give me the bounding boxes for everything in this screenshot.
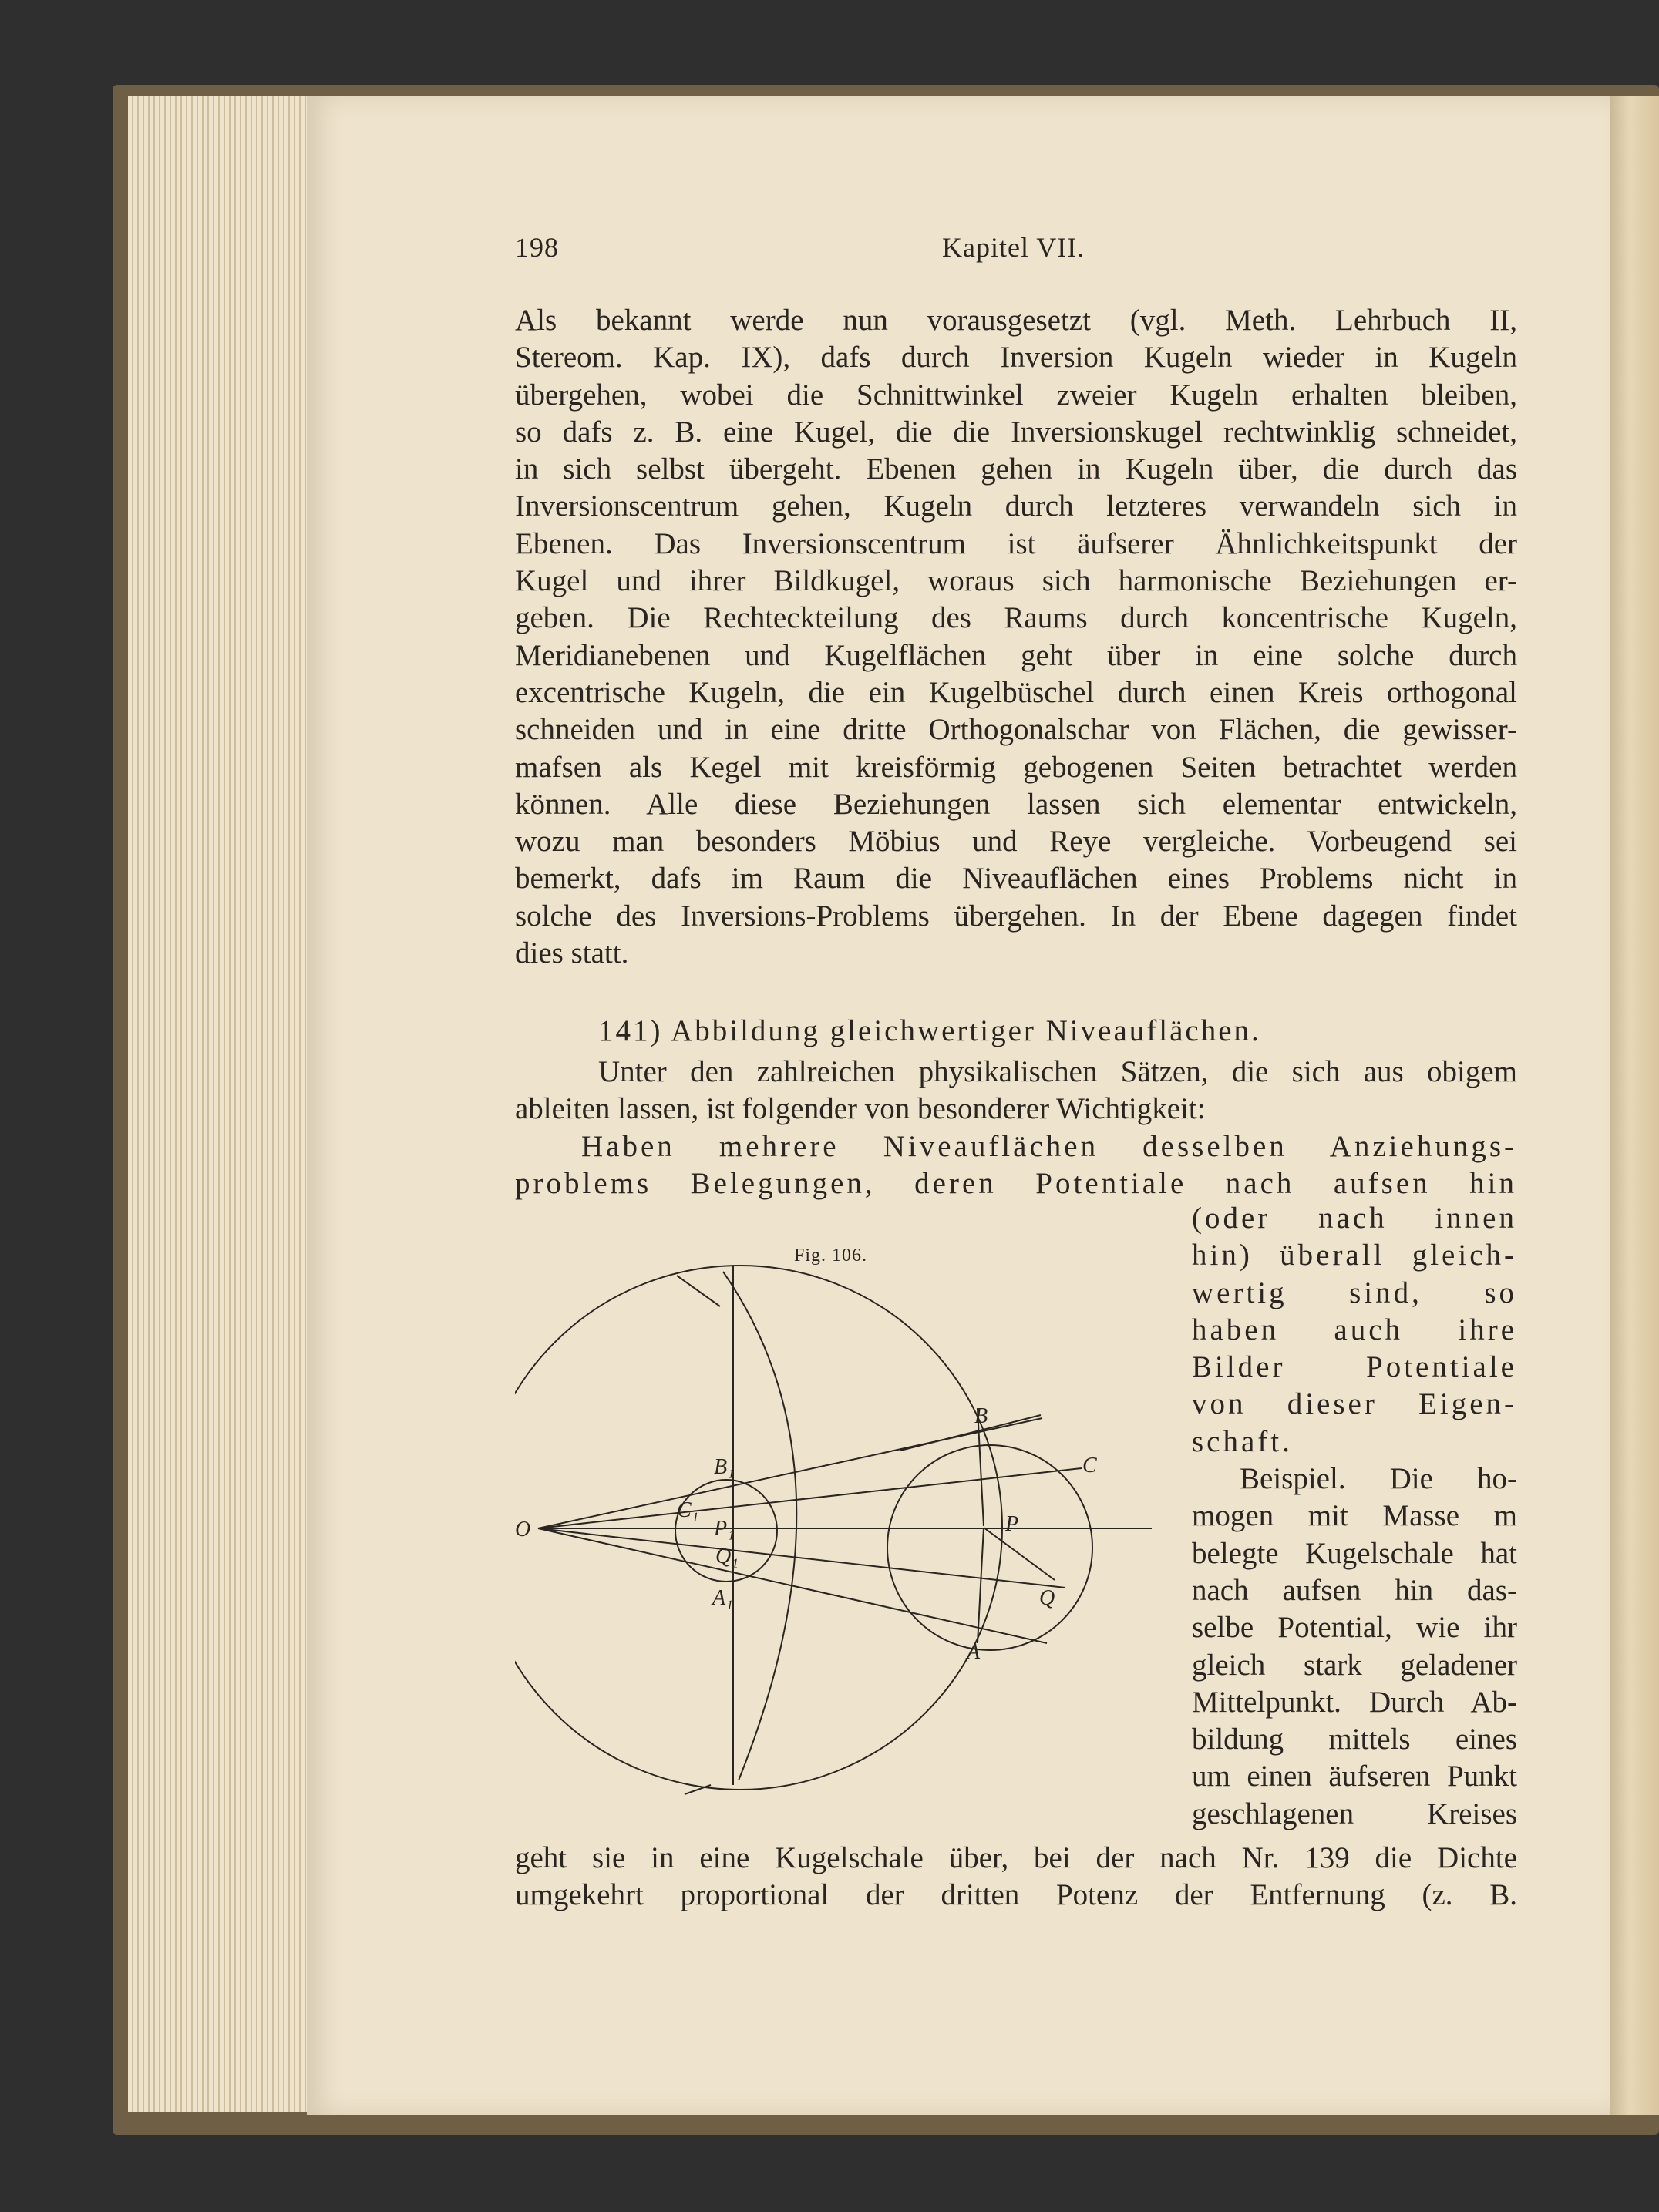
text-line: von dieser Eigen- <box>1192 1387 1517 1421</box>
running-title: Kapitel VII. <box>942 232 1085 263</box>
text-column-right <box>1192 1200 1517 1833</box>
text-line: um einen äufseren Punkt <box>1192 1760 1517 1793</box>
label-A1: A₁ <box>712 1586 733 1610</box>
text-line: nach aufsen hin das- <box>1192 1573 1517 1607</box>
figure-106 <box>515 1241 1163 1827</box>
text-line: Kugel und ihrer Bildkugel, woraus sich harmonische Beziehungen er- <box>515 564 1517 598</box>
text-line: dies statt. <box>515 936 629 970</box>
page-edges <box>128 96 309 2112</box>
right-circle <box>887 1445 1092 1650</box>
label-B1: B₁ <box>714 1455 735 1479</box>
text-line: geben. Die Rechteckteilung des Raums durch koncentrische Kugeln, <box>515 601 1517 635</box>
text-line: übergehen, wobei die Schnittwinkel zweier Kugeln erhalten bleiben, <box>515 378 1517 412</box>
text-line: wertig sind, so <box>1192 1276 1517 1309</box>
text-line: solche des Inversions-Problems übergehen. In der Ebene dagegen findet <box>515 899 1517 933</box>
paragraph-theorem <box>515 1054 1517 1202</box>
text-line: bildung mittels eines <box>1192 1723 1517 1756</box>
text-line: Unter den zahlreichen physikalischen Sätzen, die sich aus obigem <box>598 1055 1517 1088</box>
label-P: P <box>1005 1512 1019 1536</box>
text-line: Haben mehrere Niveauflächen desselben Anziehungs- <box>581 1129 1517 1163</box>
facing-page-edge <box>1610 96 1659 2115</box>
text-line: so dafs z. B. eine Kugel, die die Inversionskugel rechtwinklig schneidet, <box>515 415 1517 449</box>
text-line: geschlagenen Kreises <box>1192 1797 1517 1830</box>
text-line: Mittelpunkt. Durch Ab- <box>1192 1685 1517 1719</box>
label-Q: Q <box>1039 1586 1055 1610</box>
text-line: haben auch ihre <box>1192 1313 1517 1346</box>
text-line: schaft. <box>1192 1424 1293 1458</box>
line-o-top <box>677 1276 720 1306</box>
label-Q1: Q₁ <box>715 1545 739 1568</box>
text-line: in sich selbst übergeht. Ebenen gehen in Kugeln über, die durch das <box>515 452 1517 486</box>
text-line: problems Belegungen, deren Potentiale nach aufsen hin <box>515 1166 1517 1200</box>
text-line: mafsen als Kegel mit kreisförmig gebogenen Seiten betrachtet werden <box>515 750 1517 784</box>
label-A: A <box>967 1640 981 1664</box>
label-C: C <box>1082 1454 1097 1477</box>
text-line: belegte Kugelschale hat <box>1192 1536 1517 1570</box>
text-line: können. Alle diese Beziehungen lassen sich elementar entwickeln, <box>515 787 1517 821</box>
label-P1: P₁ <box>714 1517 735 1541</box>
page-number: 198 <box>515 232 559 263</box>
paragraph-intro <box>515 302 1517 972</box>
paragraph-continuation <box>515 1840 1517 1914</box>
text-line: Als bekannt werde nun vorausgesetzt (vgl. Meth. Lehrbuch II, <box>515 304 1517 337</box>
text-line: mogen mit Masse m <box>1192 1499 1517 1533</box>
text-line: wozu man besonders Möbius und Reye vergleiche. Vorbeugend sei <box>515 825 1517 859</box>
text-line: Ebenen. Das Inversionscentrum ist äufserer Ähnlichkeitspunkt der <box>515 526 1517 560</box>
section-heading: 141) Abbildung gleichwertiger Niveauflächen. <box>598 1014 1261 1047</box>
text-line: bemerkt, dafs im Raum die Niveauflächen eines Problems nicht in <box>515 862 1517 896</box>
figure-caption: Fig. 106. <box>794 1246 868 1266</box>
text-line: hin) überall gleich- <box>1192 1239 1517 1272</box>
text-line: (oder nach innen <box>1192 1202 1517 1235</box>
text-line: Beispiel. Die ho- <box>1240 1462 1517 1496</box>
line-pq <box>984 1528 1055 1580</box>
text-line: excentrische Kugeln, die ein Kugelbüschel durch einen Kreis orthogonal <box>515 675 1517 709</box>
label-C1: C₁ <box>677 1498 699 1522</box>
label-B: B <box>974 1404 988 1428</box>
text-line: Stereom. Kap. IX), dafs durch Inversion Kugeln wieder in Kugeln <box>515 341 1517 375</box>
text-line: Inversionscentrum gehen, Kugeln durch letzteres verwandeln sich in <box>515 489 1517 523</box>
text-line: selbe Potential, wie ihr <box>1192 1611 1517 1645</box>
text-line: gleich stark geladener <box>1192 1648 1517 1682</box>
text-line: ableiten lassen, ist folgender von besonderer Wichtigkeit: <box>515 1092 1206 1126</box>
ray-oq <box>538 1528 1065 1588</box>
text-line: geht sie in eine Kugelschale über, bei der nach Nr. 139 die Dichte <box>515 1841 1517 1874</box>
text-line: schneiden und in eine dritte Orthogonalschar von Flächen, die gewisser- <box>515 713 1517 747</box>
tangent-top <box>900 1415 1041 1451</box>
label-O: O <box>515 1518 531 1541</box>
text-line: umgekehrt proportional der dritten Potenz der Entfernung (z. B. <box>515 1878 1517 1912</box>
text-line: Bilder Potentiale <box>1192 1350 1517 1384</box>
text-line: Meridianebenen und Kugelflächen geht über in eine solche durch <box>515 638 1517 672</box>
